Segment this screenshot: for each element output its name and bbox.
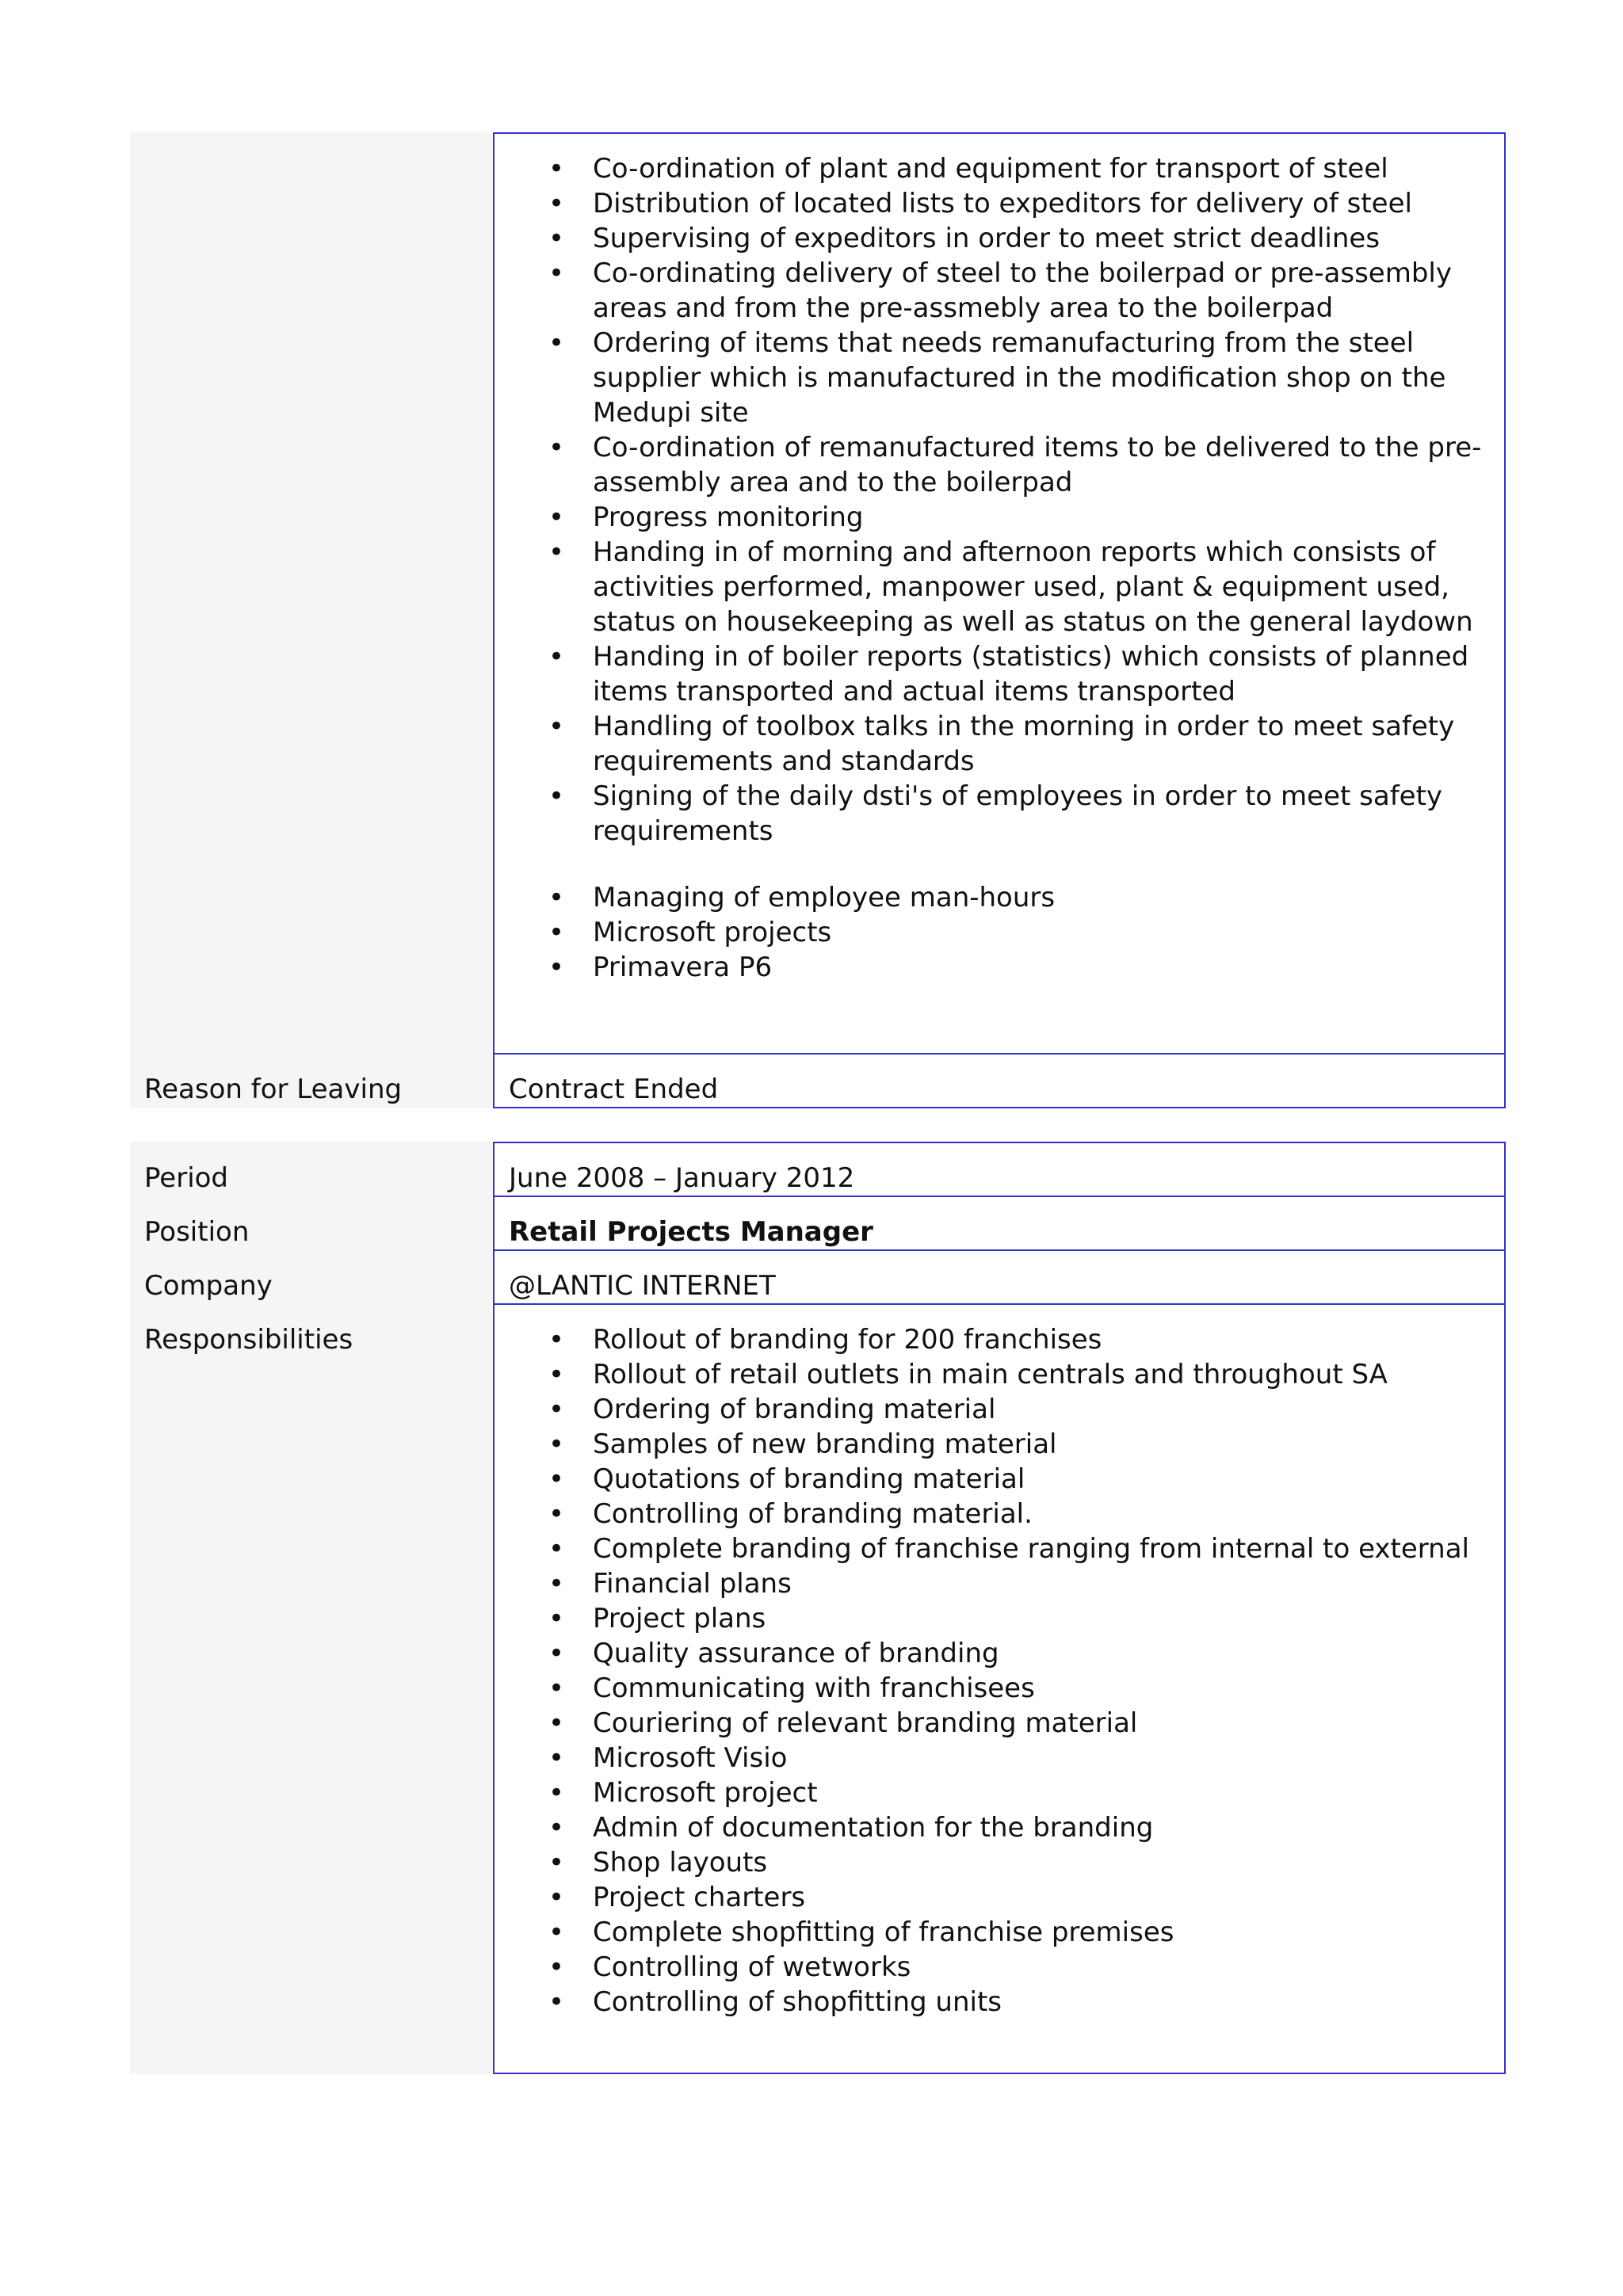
- list-item: • Rollout of branding for 200 franchises: [593, 1322, 1490, 1357]
- list-item: • Supervising of expeditors in order to meet strict deadlines: [593, 221, 1490, 256]
- company-label: Company: [130, 1249, 493, 1305]
- job1-reason-row: [130, 1053, 1506, 1108]
- list-item: • Project charters: [593, 1880, 1490, 1915]
- list-item: • Financial plans: [593, 1566, 1490, 1601]
- job2-company-row: [130, 1249, 1506, 1305]
- list-item: • Co-ordinating delivery of steel to the boilerpad or pre-assembly areas and from the pre-assmebly area to the boilerpad: [593, 256, 1490, 326]
- list-item: • Controlling of shopfitting units: [593, 1985, 1490, 2019]
- list-item: • Admin of documentation for the branding: [593, 1810, 1490, 1845]
- list-item: • Handing in of boiler reports (statistics) which consists of planned items transported and actual items transported: [593, 639, 1490, 709]
- list-item: • Controlling of branding material.: [593, 1497, 1490, 1531]
- list-item: • Ordering of items that needs remanufacturing from the steel supplier which is manufactured in the modification shop on the Medupi site: [593, 326, 1490, 430]
- job2-position-row: [130, 1196, 1506, 1251]
- list-item: • Project plans: [593, 1601, 1490, 1636]
- list-item: • Microsoft Visio: [593, 1741, 1490, 1775]
- list-item: • Samples of new branding material: [593, 1427, 1490, 1462]
- job1-duties-list: [509, 151, 1490, 985]
- list-item: • Communicating with franchisees: [593, 1671, 1490, 1706]
- list-item: • Signing of the daily dsti's of employees in order to meet safety requirements: [593, 779, 1490, 849]
- position-value: Retail Projects Manager: [493, 1196, 1506, 1251]
- company-value: @LANTIC INTERNET: [493, 1249, 1506, 1305]
- period-value: June 2008 – January 2012: [493, 1142, 1506, 1197]
- job2-responsibilities-cell: [493, 1303, 1506, 2074]
- list-item: • Quotations of branding material: [593, 1462, 1490, 1497]
- reason-for-leaving-value: Contract Ended: [493, 1053, 1506, 1108]
- list-item: • Managing of employee man-hours: [593, 880, 1490, 915]
- job1-responsibilities-cell: [493, 132, 1506, 1055]
- job2-period-row: [130, 1142, 1506, 1197]
- list-item: • Handing in of morning and afternoon reports which consists of activities performed, manpower used, plant & equipment used, status on housekeeping as well as status on the general laydown: [593, 535, 1490, 639]
- job2-duties-list: [509, 1322, 1490, 2019]
- list-item: • Progress monitoring: [593, 500, 1490, 535]
- list-item: • Distribution of located lists to expeditors for delivery of steel: [593, 186, 1490, 221]
- list-item: • Handling of toolbox talks in the morning in order to meet safety requirements and standards: [593, 709, 1490, 779]
- list-item: • Co-ordination of plant and equipment for transport of steel: [593, 151, 1490, 186]
- list-item: • Microsoft project: [593, 1775, 1490, 1810]
- list-item: • Complete branding of franchise ranging from internal to external: [593, 1531, 1490, 1566]
- job1-responsibilities-label-cell: [130, 132, 493, 1055]
- reason-for-leaving-label: Reason for Leaving: [130, 1053, 493, 1108]
- list-item: • Primavera P6: [593, 950, 1490, 985]
- list-item: • Rollout of retail outlets in main centrals and throughout SA: [593, 1357, 1490, 1392]
- list-item: • Co-ordination of remanufactured items to be delivered to the pre-assembly area and to the boilerpad: [593, 430, 1490, 500]
- list-item: • Shop layouts: [593, 1845, 1490, 1880]
- list-item: • Ordering of branding material: [593, 1392, 1490, 1427]
- responsibilities-label: Responsibilities: [130, 1303, 493, 2074]
- period-label: Period: [130, 1142, 493, 1197]
- list-item: • Quality assurance of branding: [593, 1636, 1490, 1671]
- list-item: • Microsoft projects: [593, 915, 1490, 950]
- job1-responsibilities-row: [130, 132, 1506, 1055]
- position-label: Position: [130, 1196, 493, 1251]
- list-item: • Complete shopfitting of franchise premises: [593, 1915, 1490, 1950]
- list-item: • Controlling of wetworks: [593, 1950, 1490, 1985]
- job2-responsibilities-row: [130, 1303, 1506, 2074]
- list-item: • Couriering of relevant branding material: [593, 1706, 1490, 1741]
